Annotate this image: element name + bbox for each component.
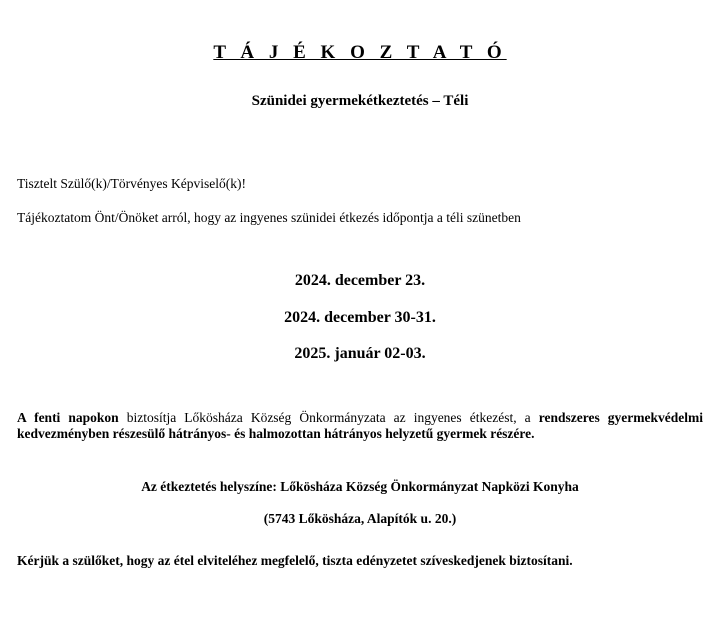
date-3: 2025. január 02-03. — [294, 345, 426, 362]
paragraph-bold-start: A fenti napokon — [17, 410, 119, 425]
greeting: Tisztelt Szülő(k)/Törvényes Képviselő(k)! — [17, 176, 246, 191]
paragraph-body: biztosítja Lőkösháza Község Önkormányzata az ingyenes étkezést, a — [118, 410, 539, 425]
intro-text: Tájékoztatom Önt/Önöket arról, hogy az ingyenes szünidei étkezés időpontja a téli szünetben — [17, 210, 521, 225]
closing-note: Kérjük a szülőket, hogy az étel elviteléhez megfelelő, tiszta edényzetet szíveskedjenek biztosítani. — [17, 553, 573, 568]
document-subtitle: Szünidei gyermekétkeztetés – Téli — [251, 93, 469, 109]
location-line: Az étkeztetés helyszíne: Lőkösháza Község Önkormányzat Napközi Konyha — [141, 479, 579, 494]
address-line: (5743 Lőkösháza, Alapítók u. 20.) — [263, 511, 457, 526]
document-title: T Á J É K O Z T A T Ó — [213, 42, 507, 63]
paragraph-bold-end: rendszeres gyermekvédelmi kedvezményben részesülő hátrányos- és halmozottan hátrányos helyzetű gyermek részére. — [17, 410, 703, 441]
date-1: 2024. december 23. — [294, 272, 426, 289]
main-paragraph — [17, 410, 703, 442]
date-2: 2024. december 30-31. — [284, 309, 436, 326]
